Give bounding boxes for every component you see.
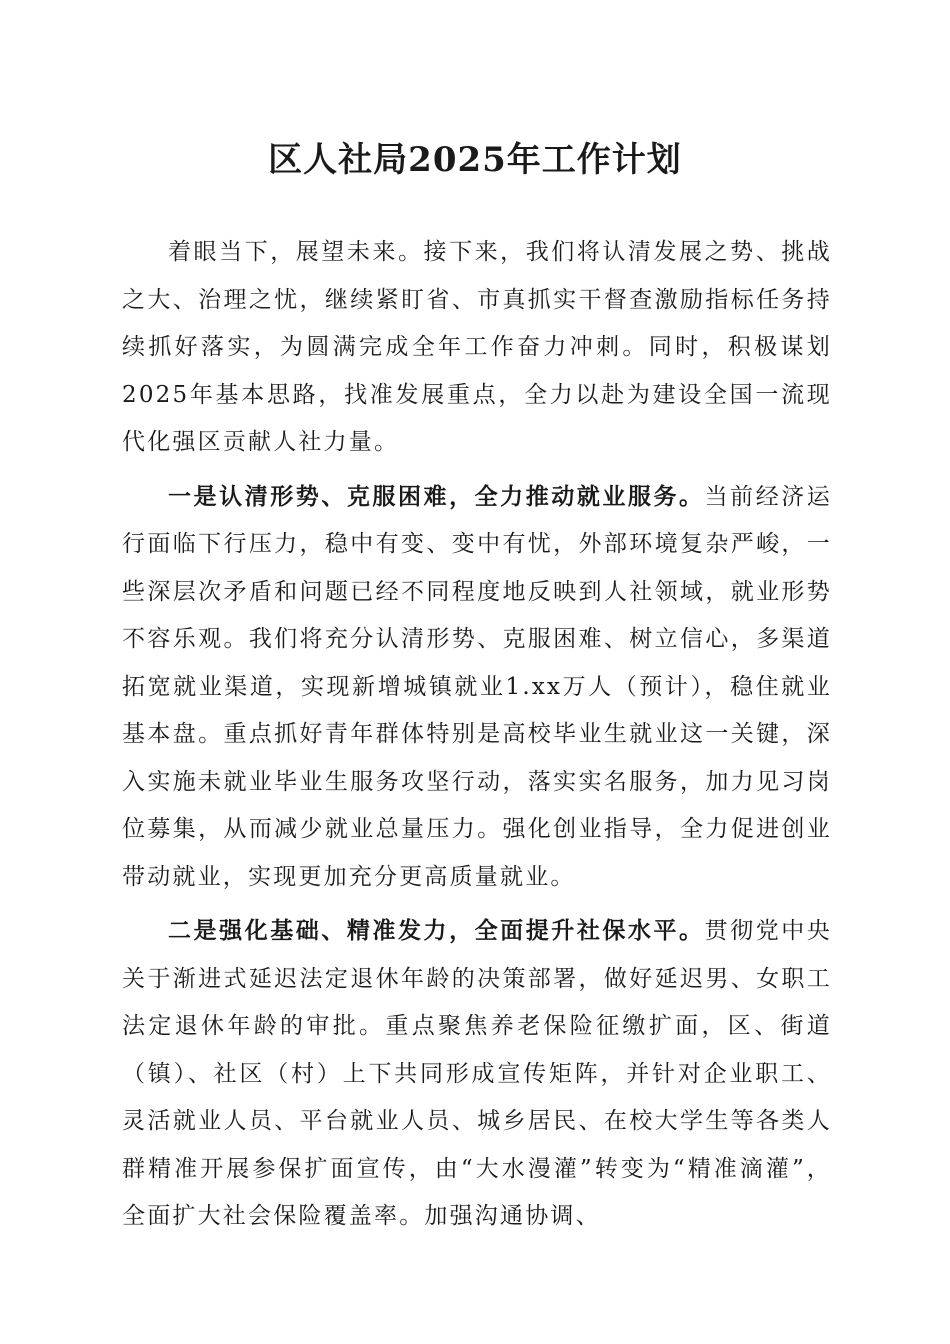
paragraph-intro <box>122 228 832 467</box>
document-body <box>122 228 832 1247</box>
paragraph-text: 着眼当下，展望未来。接下来，我们将认清发展之势、挑战之大、治理之忧，继续紧盯省、市真抓实干督查激励指标任务持续抓好落实，为圆满完成全年工作奋力冲刺。同时，积极谋划2025年基本思路，找准发展重点，全力以赴为建设全国一流现代化强区贡献人社力量。 <box>122 239 832 455</box>
paragraph-lead: 一是认清形势、克服困难，全力推动就业服务。 <box>168 482 705 510</box>
document-title: 区人社局2025年工作计划 <box>268 140 682 180</box>
paragraph-text: 贯彻党中央关于渐进式延迟法定退休年龄的决策部署，做好延迟男、女职工法定退休年龄的审批。重点聚焦养老保险征缴扩面，区、街道（镇）、社区（村）上下共同形成宣传矩阵，并针对企业职工、灵活就业人员、平台就业人员、城乡居民、在校大学生等各类人群精准开展参保扩面宣传，由“大水漫灌”转变为“精准滴灌”，全面扩大社会保险覆盖率。加强沟通协调、 <box>122 918 833 1229</box>
paragraph-social-security <box>122 907 832 1241</box>
paragraph-employment <box>122 473 832 902</box>
paragraph-text: 当前经济运行面临下行压力，稳中有变、变中有忧，外部环境复杂严峻，一些深层次矛盾和问题已经不同程度地反映到人社领域，就业形势不容乐观。我们将充分认清形势、克服困难、树立信心，多渠道拓宽就业渠道，实现新增城镇就业1.xx万人（预计），稳住就业基本盘。重点抓好青年群体特别是高校毕业生就业这一关键，深入实施未就业毕业生服务攻坚行动，落实实名服务，加力见习岗位募集，从而减少就业总量压力。强化创业指导，全力促进创业带动就业，实现更加充分更高质量就业。 <box>122 483 833 890</box>
paragraph-lead: 二是强化基础、精准发力，全面提升社保水平。 <box>168 917 705 944</box>
